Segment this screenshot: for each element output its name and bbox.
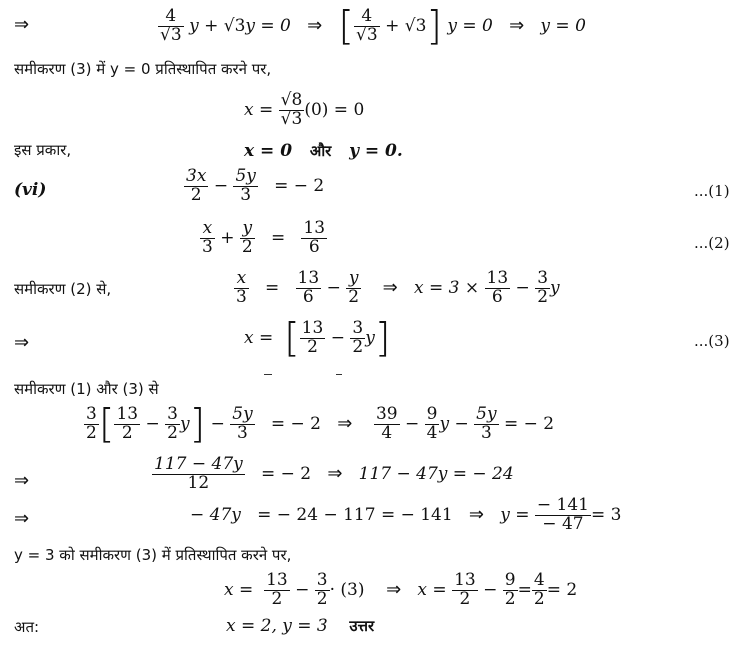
implies-icon: ⇒ xyxy=(468,503,484,525)
fraction-5y-3: $\frac{5y}{3}$ xyxy=(235,166,256,205)
x-equals-3-times: x = 3 × xyxy=(413,277,480,298)
minus-sign: − xyxy=(210,413,225,434)
lhs-minus-47y: − 47y xyxy=(190,504,241,525)
equation-2 xyxy=(200,220,327,257)
from-equation-2-label: समीकरण (2) से, xyxy=(14,280,112,298)
y-equals: y = xyxy=(500,504,530,525)
fraction-4-over-sqrt3: $\frac{4}{√3}$ xyxy=(160,6,182,45)
fraction-13-2: $\frac{13}{2}$ xyxy=(116,404,139,443)
term-y-minus: y − xyxy=(439,413,469,434)
scan-mark xyxy=(264,374,272,375)
thus-label: इस प्रकार, xyxy=(14,141,72,159)
equation-number-2: ...(2) xyxy=(694,234,730,252)
fraction-13-6: $\frac{13}{6}$ xyxy=(297,268,320,307)
rhs: = − 2 xyxy=(503,413,555,434)
implies-icon: ⇒ xyxy=(509,14,525,36)
implies-icon: ⇒ xyxy=(382,276,398,298)
equation-number-3: ...(3) xyxy=(694,332,730,350)
fraction-9-4: $\frac{9}{4}$ xyxy=(426,404,438,443)
x-equals: x = xyxy=(417,579,447,600)
answer-values: x = 2, y = 3 xyxy=(226,616,328,636)
x-equals: x = xyxy=(224,579,254,600)
equation-x-value xyxy=(244,92,364,129)
x-equals: x = xyxy=(244,99,274,120)
implies-row-step1 xyxy=(14,472,29,490)
minus-sign: − xyxy=(405,413,420,434)
fraction-13-6: $\frac{13}{6}$ xyxy=(486,268,509,307)
fraction-minus141-minus47: $\frac{- 141}{- 47}$ xyxy=(536,495,589,534)
implies-icon: ⇒ xyxy=(337,412,353,434)
solution-v xyxy=(244,143,403,160)
implies-icon: ⇒ xyxy=(14,470,30,491)
equation-step1 xyxy=(152,456,514,493)
scan-mark xyxy=(336,374,342,375)
fraction-y-2: $\frac{y}{2}$ xyxy=(241,218,253,257)
fraction-4-2: $\frac{4}{2}$ xyxy=(533,570,545,609)
fraction-13-2: $\frac{13}{2}$ xyxy=(454,570,476,609)
rhs: = − 2 xyxy=(274,175,325,196)
implies-row-step2 xyxy=(14,510,29,528)
equation-1 xyxy=(184,168,324,205)
minus-sign: − xyxy=(515,277,530,298)
fraction-3-2: $\frac{3}{2}$ xyxy=(86,404,97,443)
fraction-3-2: $\frac{3}{2}$ xyxy=(316,570,328,609)
implies-row-eq3 xyxy=(14,334,29,352)
x-equals: x = xyxy=(244,327,274,348)
term-y-eq-zero: y = 0 xyxy=(245,15,291,36)
y-zero: y = 0. xyxy=(349,141,403,161)
implies-icon: ⇒ xyxy=(307,14,323,36)
hence-label: अत: xyxy=(14,618,40,636)
fraction-sqrt8-over-sqrt3: $\frac{√8}{√3}$ xyxy=(280,90,303,129)
fraction-5y-3: $\frac{5y}{3}$ xyxy=(476,404,497,443)
equation-number-1: ...(1) xyxy=(694,182,730,200)
answer-word: उत्तर xyxy=(349,617,375,635)
fraction-39-4: $\frac{39}{4}$ xyxy=(375,404,398,443)
x-value-tail: (0) = 0 xyxy=(304,99,365,120)
implies-icon: ⇒ xyxy=(327,462,343,484)
implies-icon: ⇒ xyxy=(14,332,30,353)
part-vi-label: (vi) xyxy=(14,180,47,200)
fraction-3-2: $\frac{3}{2}$ xyxy=(537,268,549,307)
bracket-close: ] xyxy=(426,3,442,50)
minus-sign: − xyxy=(295,579,310,600)
fraction-13-2: $\frac{13}{2}$ xyxy=(266,570,288,609)
x-zero: x = 0 xyxy=(244,141,293,161)
equation-final xyxy=(224,572,577,609)
fraction-3-2: $\frac{3}{2}$ xyxy=(352,318,364,357)
implies-icon: ⇒ xyxy=(14,14,30,35)
minus-sign: − xyxy=(483,579,498,600)
and-word: और xyxy=(309,142,332,160)
y-result: = 3 xyxy=(591,504,622,525)
plus-sign: + xyxy=(385,15,400,36)
fraction-y-2: $\frac{y}{2}$ xyxy=(348,268,360,307)
bracket-open: [ xyxy=(338,3,355,50)
bracket-result: y = 0 xyxy=(447,15,493,36)
bracket-close: ] xyxy=(189,401,206,448)
line1-result: y = 0 xyxy=(540,15,586,36)
equals-sign: = xyxy=(517,579,532,600)
term-sqrt3-bracket: √3 xyxy=(404,15,427,36)
equation-from-2 xyxy=(234,270,560,307)
minus-sign: − xyxy=(145,413,160,434)
fraction-5y-3: $\frac{5y}{3}$ xyxy=(232,404,253,443)
from-equations-1-3-label: समीकरण (1) और (3) से xyxy=(14,380,159,398)
x-result: = 2 xyxy=(546,579,578,600)
bracket-close: ] xyxy=(374,315,391,362)
minus-sign: − xyxy=(326,277,341,298)
fraction-x-3: $\frac{x}{3}$ xyxy=(236,268,247,307)
plus-sign: + xyxy=(220,227,235,248)
substitution-note-2: y = 3 को समीकरण (3) में प्रतिस्थापित करने पर, xyxy=(14,546,292,564)
fraction-9-2: $\frac{9}{2}$ xyxy=(504,570,516,609)
equation-combined xyxy=(84,401,555,448)
variable-y: y xyxy=(365,327,375,348)
term-y-plus: y + xyxy=(189,15,219,36)
bracket-open: [ xyxy=(284,315,300,362)
rhs: = − 2 xyxy=(270,413,322,434)
minus-sign: − xyxy=(330,327,345,348)
variable-y: y xyxy=(179,413,190,434)
substitution-note-1: समीकरण (3) में y = 0 प्रतिस्थापित करने पर, xyxy=(14,60,272,78)
step2-value: = − 24 − 117 = − 141 xyxy=(257,504,453,525)
bracket-open: [ xyxy=(98,401,115,448)
variable-y: y xyxy=(550,277,560,298)
fraction-3x-2: $\frac{3x}{2}$ xyxy=(186,166,207,205)
implies-icon: ⇒ xyxy=(14,508,30,529)
equals-sign: = xyxy=(265,277,280,298)
times-three: · (3) xyxy=(329,579,365,600)
equation-line1 xyxy=(158,3,586,50)
rhs: = − 2 xyxy=(260,463,312,484)
fraction-13-6: $\frac{13}{6}$ xyxy=(303,218,326,257)
term-sqrt3: √3 xyxy=(223,15,246,36)
fraction-13-2: $\frac{13}{2}$ xyxy=(301,318,324,357)
equals-sign: = xyxy=(270,227,286,248)
fraction-bracket: $\frac{4}{√3}$ xyxy=(356,6,378,45)
fraction-x-3: $\frac{x}{3}$ xyxy=(202,218,213,257)
final-answer xyxy=(226,618,374,635)
implies-icon: ⇒ xyxy=(386,578,402,600)
minus-sign: − xyxy=(213,175,229,196)
equation-step2 xyxy=(190,497,621,534)
equation-3 xyxy=(244,315,391,362)
line1 xyxy=(14,16,29,34)
fraction-3-2: $\frac{3}{2}$ xyxy=(167,404,178,443)
fraction-117-47y-12: $\frac{117 - 47y}{12}$ xyxy=(154,454,243,493)
step1-result: 117 − 47y = − 24 xyxy=(358,463,514,484)
